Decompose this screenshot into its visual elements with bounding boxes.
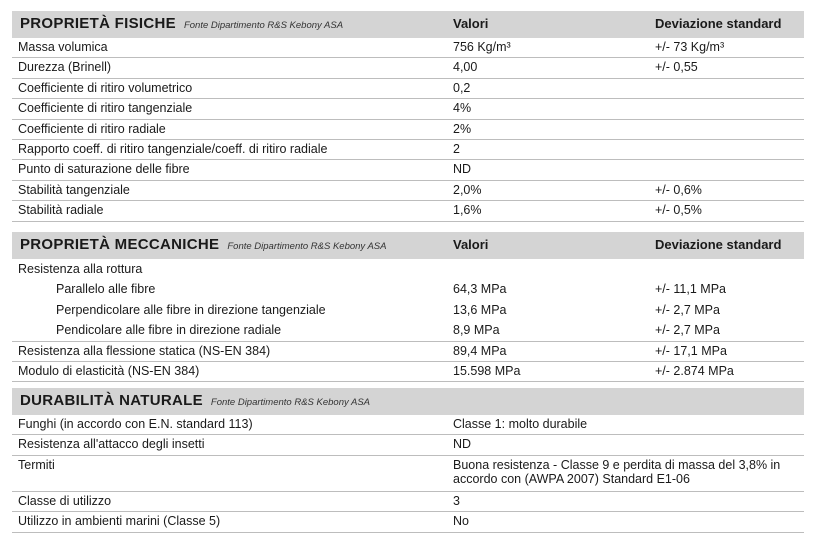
physical-properties-table	[12, 11, 804, 222]
natural-durability-header	[12, 388, 804, 415]
mechanical-properties-title: PROPRIETÀ MECCANICHE Fonte Dipartimento R&S Kebony ASA	[20, 236, 387, 253]
row-deviation: +/- 17,1 MPa	[655, 343, 727, 358]
table-row	[12, 342, 804, 362]
mechanical-properties-header	[12, 232, 804, 259]
row-value: 15.598 MPa	[453, 363, 521, 378]
row-label: Durezza (Brinell)	[18, 60, 112, 75]
natural-durability-table	[12, 388, 804, 533]
row-deviation: +/- 2,7 MPa	[655, 323, 720, 338]
row-deviation: +/- 0,5%	[655, 203, 702, 218]
row-label: Rapporto coeff. di ritiro tangenziale/coeff. di ritiro radiale	[18, 141, 328, 156]
table-row	[12, 201, 804, 221]
row-label: Coefficiente di ritiro volumetrico	[18, 80, 193, 95]
row-label: Modulo di elasticità (NS-EN 384)	[18, 363, 200, 378]
physical-properties-header	[12, 11, 804, 38]
row-deviation: +/- 11,1 MPa	[655, 282, 726, 297]
row-value: ND	[453, 162, 472, 177]
row-label: Stabilità radiale	[18, 203, 104, 218]
table-row	[12, 435, 804, 455]
table-row	[12, 280, 804, 300]
row-label: Classe di utilizzo	[18, 493, 112, 508]
group-label-row	[12, 260, 804, 280]
table-row	[12, 492, 804, 512]
row-deviation: +/- 2,7 MPa	[655, 302, 720, 317]
row-value: Buona resistenza - Classe 9 e perdita di massa del 3,8% in accordo con (AWPA 2007) Standard E1-06	[453, 457, 781, 486]
physical-properties-source: Fonte Dipartimento R&S Kebony ASA	[183, 20, 344, 31]
row-label: Parallelo alle fibre	[56, 282, 156, 297]
row-deviation: +/- 0,6%	[655, 182, 702, 197]
row-label: Utilizzo in ambienti marini (Classe 5)	[18, 514, 221, 529]
table-row	[12, 140, 804, 160]
row-deviation: +/- 2.874 MPa	[655, 363, 734, 378]
group-label: Resistenza alla rottura	[18, 262, 143, 276]
row-label: Coefficiente di ritiro tangenziale	[18, 101, 193, 116]
row-label: Resistenza all'attacco degli insetti	[18, 437, 205, 452]
row-label: Coefficiente di ritiro radiale	[18, 121, 166, 136]
row-value: ND	[453, 437, 472, 452]
row-label: Stabilità tangenziale	[18, 182, 130, 197]
table-row	[12, 456, 804, 492]
row-deviation: +/- 73 Kg/m³	[655, 40, 725, 54]
natural-durability-title: DURABILITÀ NATURALE Fonte Dipartimento R&S Kebony ASA	[20, 392, 371, 409]
row-value: 2,0%	[453, 182, 482, 197]
table-row	[12, 321, 804, 341]
column-header-deviazione: Deviazione standard	[655, 16, 782, 31]
row-deviation: +/- 0,55	[655, 60, 698, 75]
table-row	[12, 160, 804, 180]
row-value: 4%	[453, 101, 472, 116]
row-value: 4,00	[453, 60, 478, 75]
row-value: 64,3 MPa	[453, 282, 507, 297]
table-row	[12, 362, 804, 382]
column-header-valori: Valori	[453, 16, 489, 31]
row-value: 8,9 MPa	[453, 323, 500, 338]
table-row	[12, 79, 804, 99]
physical-properties-title: PROPRIETÀ FISICHE Fonte Dipartimento R&S Kebony ASA	[20, 15, 344, 32]
row-label: Pendicolare alle fibre in direzione radiale	[56, 323, 282, 338]
table-row	[12, 415, 804, 435]
row-label: Resistenza alla flessione statica (NS-EN 384)	[18, 343, 271, 358]
column-header-valori: Valori	[453, 237, 489, 252]
table-row	[12, 58, 804, 78]
natural-durability-source: Fonte Dipartimento R&S Kebony ASA	[210, 397, 371, 408]
column-header-deviazione: Deviazione standard	[655, 237, 782, 252]
row-value: Classe 1: molto durabile	[453, 417, 588, 431]
row-value: 2%	[453, 121, 472, 136]
table-row	[12, 120, 804, 140]
row-value: 89,4 MPa	[453, 343, 507, 358]
table-row	[12, 38, 804, 58]
row-value: 1,6%	[453, 203, 482, 218]
table-row	[12, 301, 804, 321]
row-label: Punto di saturazione delle fibre	[18, 162, 190, 177]
row-value: 0,2	[453, 80, 471, 95]
row-label: Funghi (in accordo con E.N. standard 113)	[18, 417, 253, 431]
row-value: 3	[453, 493, 460, 508]
mechanical-properties-table	[12, 232, 804, 382]
row-value: 756 Kg/m³	[453, 40, 511, 54]
mechanical-properties-source: Fonte Dipartimento R&S Kebony ASA	[227, 241, 387, 252]
row-label: Termiti	[18, 457, 55, 472]
row-value: No	[453, 514, 469, 529]
table-row	[12, 181, 804, 201]
table-row	[12, 512, 804, 532]
row-value: 2	[453, 141, 460, 156]
row-value: 13,6 MPa	[453, 302, 507, 317]
row-label: Perpendicolare alle fibre in direzione tangenziale	[56, 302, 326, 317]
table-row	[12, 99, 804, 119]
row-label: Massa volumica	[18, 40, 108, 54]
